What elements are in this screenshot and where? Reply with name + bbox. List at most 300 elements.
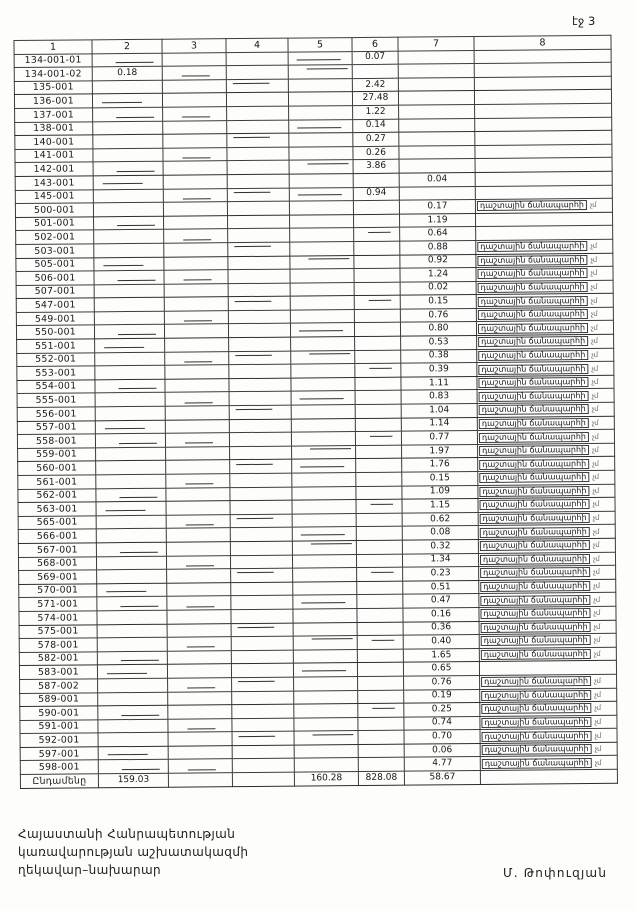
col-5 bbox=[290, 323, 354, 337]
col-4 bbox=[228, 242, 290, 256]
col-3 bbox=[168, 732, 232, 746]
col-8 bbox=[477, 430, 614, 445]
row-id: 137-001 bbox=[15, 108, 93, 122]
road-label: դաշտային ճանապարհի bbox=[479, 404, 589, 415]
col-5 bbox=[294, 758, 358, 772]
road-label: դաշտային ճանապարհի bbox=[478, 336, 588, 347]
col-3 bbox=[167, 664, 231, 678]
row-id: 559-001 bbox=[18, 448, 96, 462]
col-4 bbox=[232, 718, 294, 732]
col-3 bbox=[163, 134, 227, 148]
row-id: 143-001 bbox=[15, 176, 93, 190]
row-id: 506-001 bbox=[16, 271, 94, 285]
col-7: 1.19 bbox=[399, 213, 475, 227]
col-6: 828.08 bbox=[358, 771, 404, 785]
col-7: 0.17 bbox=[399, 200, 475, 214]
col-4 bbox=[228, 256, 290, 270]
col-4 bbox=[230, 446, 292, 460]
col-5 bbox=[290, 228, 354, 242]
col-3 bbox=[166, 514, 230, 528]
col-4 bbox=[232, 704, 294, 718]
register-table bbox=[13, 35, 618, 789]
row-id: 591-001 bbox=[20, 720, 98, 734]
margin-note: չմ bbox=[590, 242, 597, 251]
col-7: 0.38 bbox=[401, 349, 477, 363]
col-6 bbox=[355, 363, 401, 377]
col-2 bbox=[94, 230, 164, 244]
col-8 bbox=[479, 606, 616, 621]
col-8 bbox=[474, 49, 611, 64]
col-5 bbox=[292, 500, 356, 514]
road-label: դաշտային ճանապարհի bbox=[480, 595, 590, 606]
col-7: 0.15 bbox=[400, 295, 476, 309]
col-3 bbox=[166, 542, 230, 556]
road-label: դաշտային ճանապարհի bbox=[479, 418, 589, 429]
road-label: դաշտային ճանապարհի bbox=[478, 350, 588, 361]
signatory-name: Մ. Թոփուզյան bbox=[503, 866, 608, 880]
col-3 bbox=[163, 175, 227, 189]
margin-note: չմ bbox=[593, 581, 600, 591]
col-2 bbox=[93, 175, 163, 189]
col-3 bbox=[163, 161, 227, 175]
col-8 bbox=[475, 158, 612, 173]
col-6 bbox=[356, 527, 402, 541]
col-8 bbox=[479, 633, 616, 648]
col-8 bbox=[478, 484, 615, 499]
col-4 bbox=[227, 147, 289, 161]
col-5 bbox=[292, 445, 356, 459]
column-header: 7 bbox=[398, 37, 474, 51]
col-5 bbox=[292, 527, 356, 541]
col-8 bbox=[476, 307, 613, 322]
col-7: 0.39 bbox=[401, 363, 477, 377]
row-id: 141-001 bbox=[15, 149, 93, 163]
col-3 bbox=[167, 650, 231, 664]
col-4 bbox=[231, 663, 293, 677]
row-id: 138-001 bbox=[15, 121, 93, 135]
row-id: 571-001 bbox=[19, 597, 97, 611]
road-label: դաշտային ճանապարհի bbox=[480, 527, 590, 538]
road-label: դաշտային ճանապարհի bbox=[478, 282, 588, 293]
page-number: էջ 3 bbox=[572, 14, 596, 28]
col-6 bbox=[357, 622, 403, 636]
col-7 bbox=[398, 50, 474, 64]
row-id: 140-001 bbox=[15, 135, 93, 149]
col-7: 1.76 bbox=[402, 458, 478, 472]
col-6 bbox=[356, 486, 402, 500]
col-5 bbox=[293, 636, 357, 650]
col-6 bbox=[355, 431, 401, 445]
col-2 bbox=[95, 379, 165, 393]
column-header: 5 bbox=[288, 38, 352, 52]
margin-note: չմ bbox=[593, 636, 601, 645]
road-label: դաշտային ճանապարհի bbox=[478, 323, 588, 334]
col-2 bbox=[94, 270, 164, 284]
col-7: 0.74 bbox=[404, 716, 480, 730]
col-5 bbox=[289, 174, 353, 188]
row-id: 574-001 bbox=[19, 611, 97, 625]
road-label: դաշտային ճանապարհի bbox=[480, 540, 590, 551]
col-4 bbox=[232, 731, 294, 745]
col-8 bbox=[478, 552, 615, 567]
col-4 bbox=[226, 79, 288, 93]
col-4 bbox=[228, 324, 290, 338]
row-id: 136-001 bbox=[14, 94, 92, 108]
col-8 bbox=[480, 688, 617, 703]
col-7: 0.04 bbox=[399, 172, 475, 186]
col-7: 0.16 bbox=[403, 607, 479, 621]
col-2 bbox=[93, 148, 163, 162]
col-3 bbox=[163, 120, 227, 134]
col-2 bbox=[96, 515, 166, 529]
col-7: 0.32 bbox=[402, 539, 478, 553]
col-4 bbox=[230, 460, 292, 474]
col-4 bbox=[232, 691, 294, 705]
col-6 bbox=[355, 404, 401, 418]
col-5 bbox=[293, 663, 357, 677]
col-6 bbox=[354, 309, 400, 323]
row-id: 505-001 bbox=[16, 257, 94, 271]
col-4 bbox=[230, 541, 292, 555]
column-header: 6 bbox=[352, 37, 398, 51]
margin-note: չմ bbox=[594, 758, 602, 767]
col-4 bbox=[228, 228, 290, 242]
col-8 bbox=[478, 457, 615, 472]
col-5 bbox=[294, 744, 358, 758]
road-label: դաշտային ճանապարհի bbox=[481, 703, 591, 714]
col-7 bbox=[399, 132, 475, 146]
col-2 bbox=[97, 665, 167, 679]
col-7: 0.77 bbox=[401, 431, 477, 445]
col-8 bbox=[476, 321, 613, 336]
col-8 bbox=[474, 90, 611, 105]
col-2 bbox=[93, 107, 163, 121]
col-6 bbox=[356, 499, 402, 513]
col-6 bbox=[357, 567, 403, 581]
margin-note: չմ bbox=[590, 323, 598, 332]
row-id: 500-001 bbox=[15, 203, 93, 217]
col-3 bbox=[163, 202, 227, 216]
col-3 bbox=[167, 637, 231, 651]
col-6: 0.94 bbox=[353, 187, 399, 201]
margin-note: չմ bbox=[592, 554, 600, 563]
col-8 bbox=[480, 729, 617, 744]
col-5 bbox=[294, 676, 358, 690]
col-3 bbox=[165, 379, 229, 393]
row-id: 568-001 bbox=[18, 556, 96, 570]
col-6 bbox=[357, 594, 403, 608]
margin-note: չմ bbox=[593, 595, 600, 604]
col-2 bbox=[96, 542, 166, 556]
col-6: 0.27 bbox=[353, 132, 399, 146]
col-8 bbox=[477, 348, 614, 363]
col-5 bbox=[290, 269, 354, 283]
row-id: 598-001 bbox=[20, 760, 98, 774]
col-8 bbox=[479, 647, 616, 662]
road-label: դաշտային ճանապարհի bbox=[481, 717, 591, 728]
row-id: 570-001 bbox=[19, 584, 97, 598]
road-label: դաշտային ճանապարհի bbox=[481, 676, 591, 687]
road-label: դաշտային ճանապարհի bbox=[481, 622, 591, 633]
margin-note: չմ bbox=[594, 745, 602, 754]
col-2 bbox=[98, 692, 168, 706]
col-3 bbox=[162, 79, 226, 93]
col-6 bbox=[357, 649, 403, 663]
col-7: 0.51 bbox=[403, 580, 479, 594]
col-6 bbox=[356, 459, 402, 473]
row-id: 501-001 bbox=[16, 217, 94, 231]
col-5 bbox=[289, 201, 353, 215]
col-2 bbox=[92, 94, 162, 108]
col-5 bbox=[290, 255, 354, 269]
col-7: 0.80 bbox=[400, 322, 476, 336]
col-7: 1.11 bbox=[401, 376, 477, 390]
col-5 bbox=[291, 350, 355, 364]
col-6 bbox=[357, 662, 403, 676]
col-5 bbox=[291, 432, 355, 446]
col-5 bbox=[291, 337, 355, 351]
col-2 bbox=[93, 202, 163, 216]
col-8 bbox=[475, 198, 612, 213]
col-2 bbox=[95, 420, 165, 434]
col-2 bbox=[97, 651, 167, 665]
row-id: 555-001 bbox=[17, 393, 95, 407]
margin-note: չմ bbox=[594, 677, 601, 686]
margin-note: չմ bbox=[590, 255, 597, 264]
row-id: 142-001 bbox=[15, 162, 93, 176]
col-3 bbox=[164, 324, 228, 338]
col-2: 159.03 bbox=[98, 773, 168, 787]
col-8 bbox=[476, 239, 613, 254]
row-id: 587-002 bbox=[20, 679, 98, 693]
row-id: 558-001 bbox=[17, 434, 95, 448]
margin-note: չմ bbox=[591, 432, 599, 441]
col-4 bbox=[227, 174, 289, 188]
col-5 bbox=[288, 51, 352, 65]
col-5 bbox=[288, 65, 352, 79]
col-2: 0.18 bbox=[92, 66, 162, 80]
col-6 bbox=[355, 336, 401, 350]
margin-note: չմ bbox=[594, 731, 601, 740]
col-5 bbox=[293, 622, 357, 636]
col-3 bbox=[164, 283, 228, 297]
row-id: 583-001 bbox=[19, 665, 97, 679]
col-7: 1.24 bbox=[400, 268, 476, 282]
col-8 bbox=[479, 661, 616, 676]
margin-note: չմ bbox=[591, 405, 599, 414]
row-id: 556-001 bbox=[17, 407, 95, 421]
col-7: 0.25 bbox=[404, 703, 480, 717]
col-8 bbox=[477, 416, 614, 431]
col-4 bbox=[229, 419, 291, 433]
road-label: դաշտային ճանապարհի bbox=[480, 554, 590, 565]
col-4 bbox=[229, 337, 291, 351]
col-8 bbox=[480, 701, 617, 716]
col-3 bbox=[164, 229, 228, 243]
col-3 bbox=[163, 107, 227, 121]
col-8 bbox=[480, 674, 617, 689]
col-3 bbox=[167, 582, 231, 596]
issuer-line-2: կառավարության աշխատակազմի bbox=[18, 845, 249, 859]
col-5 bbox=[292, 459, 356, 473]
col-5: 160.28 bbox=[294, 772, 358, 786]
col-4 bbox=[230, 514, 292, 528]
col-4 bbox=[231, 623, 293, 637]
col-5 bbox=[291, 391, 355, 405]
row-id: 582-001 bbox=[19, 652, 97, 666]
col-8 bbox=[478, 511, 615, 526]
row-id: 503-001 bbox=[16, 244, 94, 258]
col-3 bbox=[164, 297, 228, 311]
register-table-wrap bbox=[13, 35, 617, 789]
col-5 bbox=[289, 160, 353, 174]
col-6 bbox=[356, 554, 402, 568]
col-5 bbox=[292, 554, 356, 568]
col-3 bbox=[165, 419, 229, 433]
col-6 bbox=[356, 540, 402, 554]
margin-note: չմ bbox=[592, 459, 599, 468]
col-6: 1.22 bbox=[353, 105, 399, 119]
col-4 bbox=[229, 392, 291, 406]
col-2 bbox=[97, 610, 167, 624]
col-4 bbox=[231, 568, 293, 582]
col-2 bbox=[95, 352, 165, 366]
col-4 bbox=[230, 555, 292, 569]
col-4 bbox=[230, 500, 292, 514]
margin-note: չմ bbox=[591, 337, 598, 346]
col-3 bbox=[165, 365, 229, 379]
col-2 bbox=[96, 474, 166, 488]
row-id: 597-001 bbox=[20, 747, 98, 761]
col-7: 1.65 bbox=[403, 648, 479, 662]
col-4 bbox=[228, 215, 290, 229]
col-6 bbox=[357, 608, 403, 622]
col-4 bbox=[226, 93, 288, 107]
col-3 bbox=[164, 256, 228, 270]
col-6: 27.48 bbox=[352, 92, 398, 106]
col-2 bbox=[95, 365, 165, 379]
col-2 bbox=[98, 719, 168, 733]
row-id: 589-001 bbox=[20, 692, 98, 706]
col-4 bbox=[229, 378, 291, 392]
row-id: 562-001 bbox=[18, 488, 96, 502]
col-6 bbox=[356, 445, 402, 459]
col-6 bbox=[355, 377, 401, 391]
row-id: 553-001 bbox=[17, 366, 95, 380]
col-8 bbox=[475, 185, 612, 200]
col-6 bbox=[357, 635, 403, 649]
col-2 bbox=[96, 556, 166, 570]
col-7: 0.15 bbox=[402, 471, 478, 485]
col-7: 4.77 bbox=[404, 757, 480, 771]
row-id: 567-001 bbox=[18, 543, 96, 557]
col-5 bbox=[292, 486, 356, 500]
col-3 bbox=[168, 705, 232, 719]
col-4 bbox=[232, 677, 294, 691]
col-3 bbox=[167, 610, 231, 624]
margin-note: չմ bbox=[591, 350, 598, 359]
margin-note: չմ bbox=[592, 514, 599, 523]
col-4 bbox=[230, 487, 292, 501]
col-7: 0.70 bbox=[404, 730, 480, 744]
margin-note: չմ bbox=[594, 704, 601, 713]
margin-note: չմ bbox=[591, 364, 598, 373]
col-4 bbox=[232, 759, 294, 773]
margin-note: չմ bbox=[590, 310, 598, 319]
col-2 bbox=[93, 121, 163, 135]
road-label: դաշտային ճանապարհի bbox=[481, 635, 591, 646]
col-5 bbox=[291, 377, 355, 391]
col-8 bbox=[477, 389, 614, 404]
row-id: 566-001 bbox=[18, 529, 96, 543]
col-3 bbox=[167, 623, 231, 637]
col-7: 0.36 bbox=[403, 621, 479, 635]
col-7 bbox=[398, 64, 474, 78]
col-6 bbox=[355, 418, 401, 432]
col-6 bbox=[354, 268, 400, 282]
col-8 bbox=[480, 715, 617, 730]
col-7 bbox=[399, 186, 475, 200]
row-id: 569-001 bbox=[19, 570, 97, 584]
col-2 bbox=[96, 488, 166, 502]
col-8 bbox=[480, 756, 617, 771]
col-2 bbox=[98, 746, 168, 760]
col-5 bbox=[289, 146, 353, 160]
margin-note: չմ bbox=[590, 269, 597, 278]
margin-note: չմ bbox=[592, 500, 599, 509]
col-3 bbox=[165, 338, 229, 352]
col-8 bbox=[475, 171, 612, 186]
col-2 bbox=[95, 393, 165, 407]
col-8 bbox=[476, 280, 613, 295]
col-8 bbox=[476, 294, 613, 309]
issuer-line-1: Հայաստանի Հանրապետության bbox=[18, 827, 236, 841]
col-3 bbox=[166, 487, 230, 501]
road-label: դաշտային ճանապարհի bbox=[479, 432, 589, 443]
col-4 bbox=[231, 595, 293, 609]
col-7: 1.97 bbox=[402, 444, 478, 458]
col-6 bbox=[354, 323, 400, 337]
margin-note: չմ bbox=[592, 446, 599, 455]
col-6 bbox=[355, 391, 401, 405]
col-7: 0.53 bbox=[401, 336, 477, 350]
col-6: 0.07 bbox=[352, 51, 398, 65]
col-7 bbox=[399, 118, 475, 132]
col-8 bbox=[475, 212, 612, 227]
col-7 bbox=[399, 159, 475, 173]
road-label: դաշտային ճանապարհի bbox=[479, 486, 589, 497]
road-label: դաշտային ճանապարհի bbox=[480, 513, 590, 524]
col-7: 0.76 bbox=[400, 308, 476, 322]
col-3 bbox=[166, 474, 230, 488]
col-6 bbox=[354, 227, 400, 241]
row-id: 550-001 bbox=[16, 325, 94, 339]
col-2 bbox=[96, 461, 166, 475]
col-6 bbox=[358, 758, 404, 772]
col-8 bbox=[479, 579, 616, 594]
col-4 bbox=[227, 120, 289, 134]
road-label: դաշտային ճանապարհի bbox=[479, 445, 589, 456]
road-label: դաշտային ճանապարհի bbox=[481, 649, 591, 660]
col-4 bbox=[231, 636, 293, 650]
row-id: 547-001 bbox=[16, 298, 94, 312]
row-id: 578-001 bbox=[19, 638, 97, 652]
margin-note: չմ bbox=[594, 717, 601, 726]
col-5 bbox=[290, 214, 354, 228]
col-3 bbox=[164, 243, 228, 257]
margin-note: չմ bbox=[593, 609, 600, 618]
row-id: 134-001-02 bbox=[14, 67, 92, 81]
